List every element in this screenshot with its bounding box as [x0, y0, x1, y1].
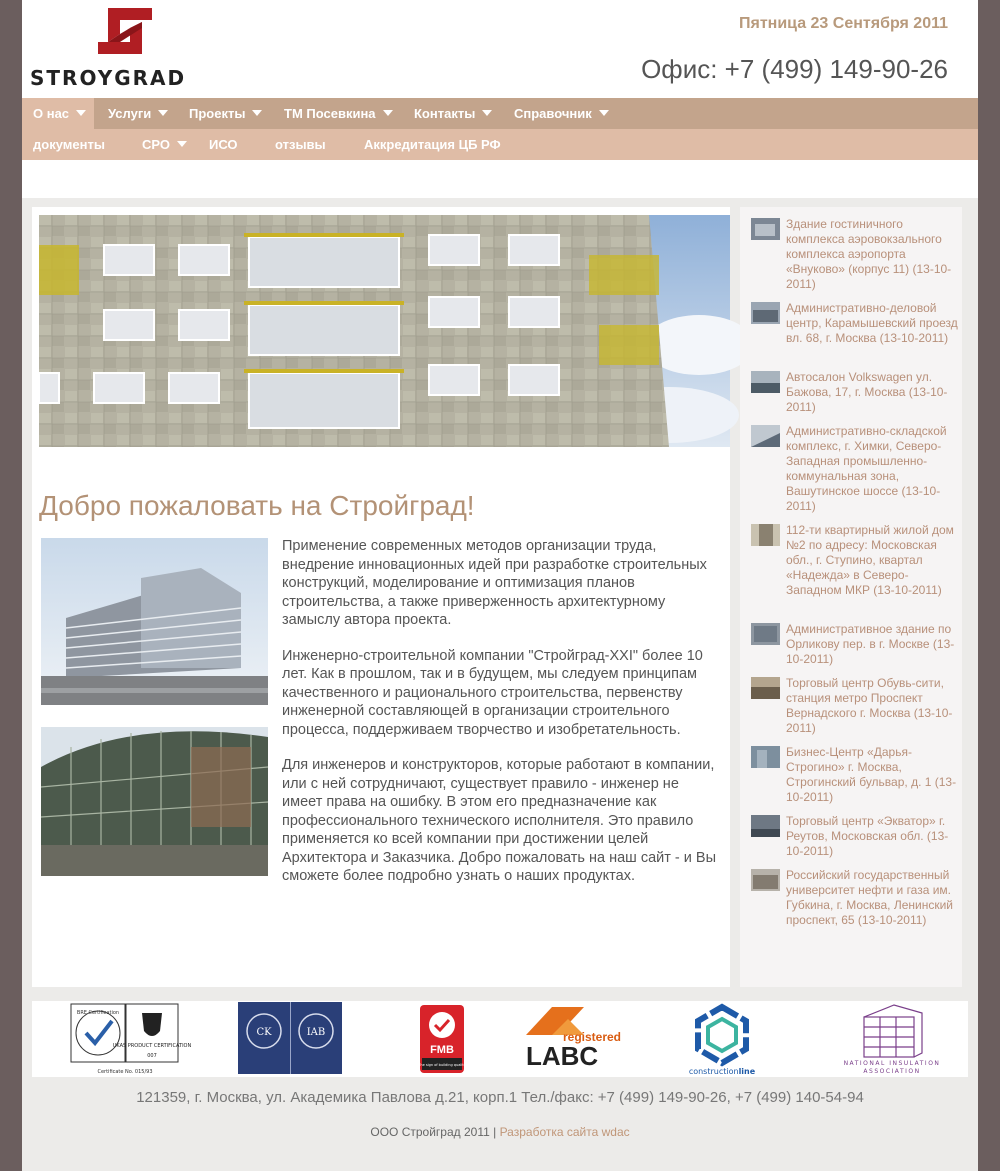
nav-projects[interactable] — [189, 98, 262, 129]
logo-mark-icon — [94, 4, 156, 60]
subnav-iso-label: ИСО — [209, 137, 238, 152]
sidebar-project-link[interactable]: Административное здание по Орликову пер. в г. Москве (13-10-2011) — [786, 622, 955, 666]
project-thumbnail — [751, 302, 780, 324]
intro-paragraph: Инженерно-строительной компании "Стройград-XXI" более 10 лет. Как в прошлом, так и в будущем, мы следуем принципам качественного и рационального строительства, первенству инженерной составляющей в организации строительного процесса, поддерживаем творчество и изобретательность. — [282, 647, 703, 738]
constructionline-logo[interactable] — [684, 1001, 760, 1077]
banner-image — [39, 215, 730, 447]
developer-link[interactable]: Разработка сайта wdac — [499, 1125, 630, 1139]
chevron-down-icon — [158, 110, 168, 116]
sidebar-project-link[interactable]: Российский государственный университет нефти и газа им. Губкина, г. Москва, Ленинский проспект, 65 (13-10-2011) — [786, 868, 954, 927]
intro-paragraph: Применение современных методов организации труда, внедрение инновационных идей при разработке строительных конструкций, моделирование и оптимизация планов строительства, а также приверженность архитектурному замыслу автора проекта. — [282, 538, 707, 628]
certification-logos — [32, 1001, 968, 1077]
nav-contacts[interactable] — [414, 98, 492, 129]
project-thumbnail — [751, 815, 780, 837]
ukas-text: UKAS PRODUCT CERTIFICATION — [112, 1043, 192, 1049]
constructionline-text-a: construction — [688, 1067, 739, 1076]
subnav-accreditation[interactable] — [364, 129, 501, 160]
bre-ukas-logo[interactable] — [70, 1001, 192, 1077]
nav-about-label: О нас — [33, 106, 70, 121]
nav-projects-label: Проекты — [189, 106, 246, 121]
nav-about[interactable] — [22, 98, 94, 129]
subnav-accreditation-label: Аккредитация ЦБ РФ — [364, 137, 501, 152]
page-title: Добро пожаловать на Стройград! — [39, 490, 475, 521]
nav-contacts-label: Контакты — [414, 106, 476, 121]
bre-text: BRE Certification — [76, 1010, 120, 1016]
nav-tm-posevkina[interactable] — [284, 98, 393, 129]
fmb-logo[interactable] — [418, 1001, 468, 1077]
primary-nav — [22, 98, 978, 129]
chevron-down-icon — [383, 110, 393, 116]
intro-paragraph: Для инженеров и конструкторов, которые работают в компании, или с ней сотрудничают, существует правило - инженер не имеет права на ошибку. В этом его предназначение как профессионального технического исполнителя. Это правило применяется ко всей компании при достижении целей Архитектора и Заказчика. Добро пожаловать на наш сайт - и Вы сможете более подробно узнать о наших продуктах. — [282, 757, 717, 884]
ukas-number: 007 — [147, 1053, 157, 1059]
sidebar-project-link[interactable]: Здание гостиничного комплекса аэровокзального комплекса аэропорта «Внуково» (корпус 11) (13-10-2011) — [786, 217, 952, 291]
header-spacer — [22, 160, 978, 198]
project-thumbnail — [751, 746, 780, 768]
subnav-reviews[interactable] — [275, 129, 326, 160]
project-thumbnail — [751, 869, 780, 891]
subnav-reviews-label: отзывы — [275, 137, 326, 152]
building-photo-1 — [41, 538, 268, 705]
subnav-iso[interactable] — [209, 129, 238, 160]
chevron-down-icon — [177, 141, 187, 147]
project-thumbnail — [751, 425, 780, 447]
nia-text-a: NATIONAL INSULATION — [843, 1060, 941, 1067]
page — [22, 0, 978, 1171]
subnav-documents[interactable] — [33, 129, 105, 160]
chevron-down-icon — [599, 110, 609, 116]
chevron-down-icon — [252, 110, 262, 116]
svg-text:constructionline — [689, 1067, 756, 1076]
nav-services[interactable] — [108, 98, 168, 129]
nia-logo[interactable] — [822, 1001, 962, 1077]
nav-reference[interactable] — [514, 98, 609, 129]
chevron-down-icon — [482, 110, 492, 116]
secondary-nav — [22, 129, 978, 160]
labc-logo[interactable] — [524, 1001, 630, 1077]
current-date: Пятница 23 Сентября 2011 — [738, 15, 948, 32]
fmb-text: FMB — [430, 1044, 454, 1056]
sidebar-project-link[interactable]: Административно-складской комплекс, г. Химки, Северо-Западная промышленно-коммунальная зона, Вашутинское шоссе (13-10-2011) — [786, 424, 947, 513]
nav-tm-posevkina-label: ТМ Посевкина — [284, 106, 376, 121]
chevron-down-icon — [76, 110, 86, 116]
subnav-documents-label: документы — [33, 137, 105, 152]
subnav-sro-label: СРО — [142, 137, 170, 152]
sidebar-project-link[interactable]: Торговый центр Обувь-сити, станция метро Проспект Вернадского г. Москва (13-10-2011) — [786, 676, 953, 735]
building-photo-2 — [41, 727, 268, 876]
logo-text: STROYGRAD — [30, 66, 187, 90]
subnav-sro[interactable] — [142, 129, 187, 160]
copyright-text: ООО Стройград 2011 | — [370, 1125, 497, 1139]
logo[interactable] — [30, 4, 220, 90]
sidebar-project-link[interactable]: Бизнес-Центр «Дарья-Строгино» г. Москва, Строгинский бульвар, д. 1 (13-10-2011) — [786, 745, 957, 804]
projects-sidebar — [740, 207, 962, 987]
main-content — [32, 207, 730, 987]
footer-address: 121359, г. Москва, ул. Академика Павлова д.21, корп.1 Тел./факс: +7 (499) 149-90-26, +7 (499) 140-54-94 — [136, 1089, 864, 1106]
project-thumbnail — [751, 218, 780, 240]
nav-reference-label: Справочник — [514, 106, 592, 121]
labc-registered: registered — [562, 1030, 621, 1044]
office-phone: Офис: +7 (499) 149-90-26 — [641, 54, 948, 84]
labc-text: LABC — [526, 1041, 599, 1071]
sidebar-project-link[interactable]: Автосалон Volkswagen ул. Бажова, 17, г. Москва (13-10-2011) — [786, 370, 948, 414]
svg-text:CK: CK — [256, 1027, 272, 1038]
project-thumbnail — [751, 677, 780, 699]
nav-services-label: Услуги — [108, 106, 152, 121]
sidebar-project-link[interactable]: Торговый центр «Экватор» г. Реутов, Московская обл. (13-10-2011) — [786, 814, 949, 858]
header — [22, 0, 978, 98]
nia-text-b: ASSOCIATION — [863, 1068, 921, 1075]
intro-text — [282, 537, 722, 903]
fmb-subtext: The sign of building quality — [418, 1063, 466, 1067]
project-thumbnail — [751, 524, 780, 546]
bre-certificate-number: Certificate No. 015/93 — [97, 1069, 153, 1075]
ckc-iab-logo[interactable] — [237, 1001, 343, 1077]
constructionline-text-b: line — [738, 1067, 756, 1076]
footer-copyright — [22, 1125, 978, 1139]
sidebar-project-link[interactable]: Административно-деловой центр, Карамышевский проезд вл. 68, г. Москва (13-10-2011) — [786, 301, 958, 345]
project-thumbnail — [751, 623, 780, 645]
sidebar-project-link[interactable]: 112-ти квартирный жилой дом №2 по адресу: Московская обл., г. Ступино, квартал «Надежда» в Северо-Западном МКР (13-10-2011) — [786, 523, 954, 597]
svg-text:IAB: IAB — [306, 1027, 326, 1038]
project-thumbnail — [751, 371, 780, 393]
